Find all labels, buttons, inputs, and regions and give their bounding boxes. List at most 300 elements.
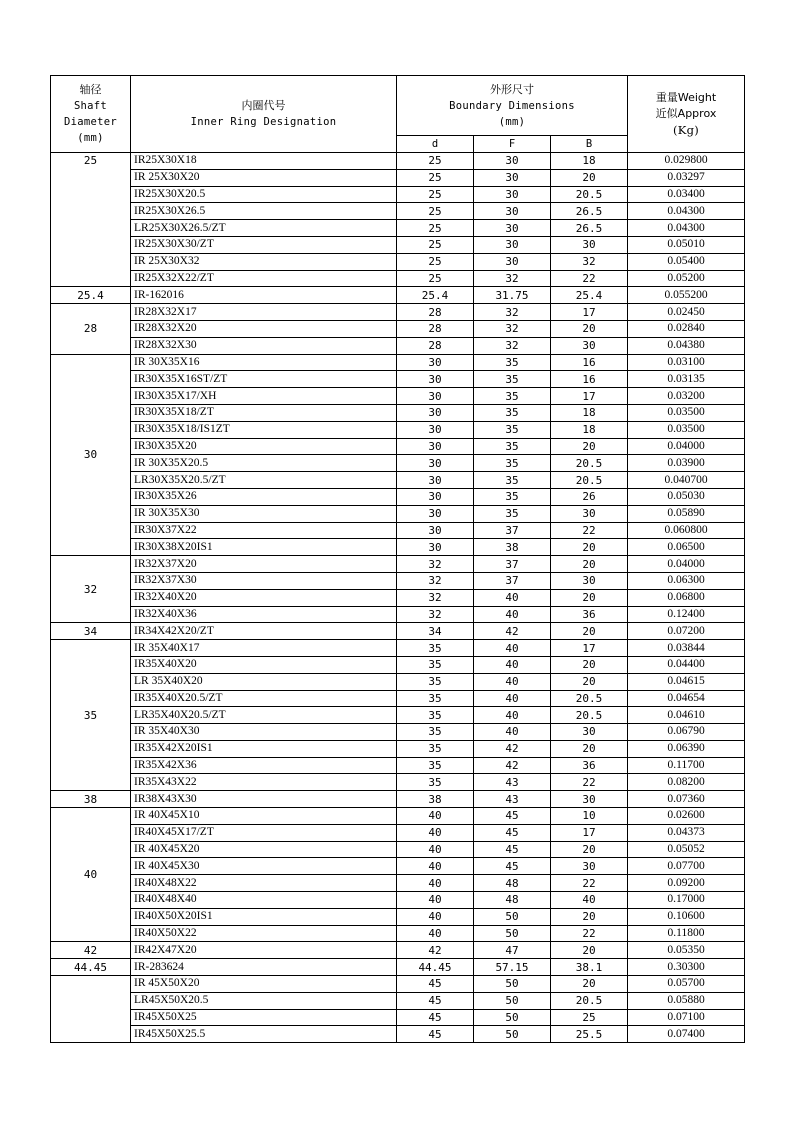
shaft-diameter-cell: 38 <box>51 791 131 808</box>
b-cell: 26 <box>551 488 628 505</box>
weight-cell: 0.03500 <box>628 421 745 438</box>
d-cell: 30 <box>397 505 474 522</box>
designation-cell: IR30X35X16ST/ZT <box>131 371 397 388</box>
d-cell: 45 <box>397 1026 474 1043</box>
f-cell: 30 <box>474 203 551 220</box>
d-cell: 35 <box>397 673 474 690</box>
d-cell: 45 <box>397 1009 474 1026</box>
designation-cell: LR 35X40X20 <box>131 673 397 690</box>
f-cell: 48 <box>474 892 551 909</box>
table-row <box>51 908 745 925</box>
f-cell: 35 <box>474 455 551 472</box>
f-cell: 32 <box>474 304 551 321</box>
f-cell: 48 <box>474 875 551 892</box>
d-cell: 35 <box>397 757 474 774</box>
designation-header <box>131 76 397 153</box>
b-cell: 16 <box>551 371 628 388</box>
b-cell: 10 <box>551 808 628 825</box>
shaft-header-zh: 轴径 <box>79 83 102 96</box>
b-cell: 26.5 <box>551 203 628 220</box>
b-cell: 20 <box>551 169 628 186</box>
weight-cell: 0.04000 <box>628 556 745 573</box>
boundary-dimensions-header <box>397 76 628 136</box>
d-cell: 40 <box>397 808 474 825</box>
table-row <box>51 371 745 388</box>
weight-cell: 0.04654 <box>628 690 745 707</box>
b-cell: 40 <box>551 892 628 909</box>
table-row <box>51 1026 745 1043</box>
weight-cell: 0.03500 <box>628 404 745 421</box>
table-row <box>51 556 745 573</box>
f-cell: 50 <box>474 925 551 942</box>
shaft-diameter-cell <box>51 976 131 1043</box>
boundary-header-en: Boundary Dimensions <box>449 99 575 112</box>
f-cell: 30 <box>474 169 551 186</box>
designation-cell: IR 40X45X30 <box>131 858 397 875</box>
designation-cell: IR35X42X20IS1 <box>131 740 397 757</box>
table-row <box>51 505 745 522</box>
f-cell: 30 <box>474 253 551 270</box>
designation-cell: IR34X42X20/ZT <box>131 623 397 640</box>
f-cell: 37 <box>474 522 551 539</box>
table-row <box>51 169 745 186</box>
d-cell: 35 <box>397 774 474 791</box>
d-cell: 40 <box>397 908 474 925</box>
weight-cell: 0.07700 <box>628 858 745 875</box>
b-cell: 17 <box>551 640 628 657</box>
designation-cell: LR30X35X20.5/ZT <box>131 472 397 489</box>
designation-cell: LR45X50X20.5 <box>131 992 397 1009</box>
table-row <box>51 438 745 455</box>
designation-cell: IR30X38X20IS1 <box>131 539 397 556</box>
table-row <box>51 892 745 909</box>
col-f-header: F <box>474 136 551 153</box>
weight-cell: 0.03297 <box>628 169 745 186</box>
table-row <box>51 572 745 589</box>
d-cell: 25 <box>397 203 474 220</box>
b-cell: 20 <box>551 623 628 640</box>
table-row <box>51 153 745 170</box>
weight-cell: 0.04380 <box>628 337 745 354</box>
table-row <box>51 220 745 237</box>
shaft-diameter-cell: 25.4 <box>51 287 131 304</box>
table-row <box>51 589 745 606</box>
f-cell: 38 <box>474 539 551 556</box>
d-cell: 30 <box>397 472 474 489</box>
b-cell: 20 <box>551 673 628 690</box>
b-cell: 17 <box>551 824 628 841</box>
designation-header-zh: 内圈代号 <box>241 99 286 112</box>
table-row <box>51 270 745 287</box>
designation-cell: IR-283624 <box>131 959 397 976</box>
b-cell: 30 <box>551 724 628 741</box>
b-cell: 38.1 <box>551 959 628 976</box>
b-cell: 20.5 <box>551 992 628 1009</box>
designation-cell: IR25X30X18 <box>131 153 397 170</box>
table-row <box>51 791 745 808</box>
designation-cell: IR28X32X30 <box>131 337 397 354</box>
f-cell: 50 <box>474 1026 551 1043</box>
b-cell: 30 <box>551 505 628 522</box>
weight-cell: 0.11800 <box>628 925 745 942</box>
weight-cell: 0.10600 <box>628 908 745 925</box>
table-row <box>51 925 745 942</box>
designation-cell: IR30X35X18/IS1ZT <box>131 421 397 438</box>
b-cell: 20 <box>551 740 628 757</box>
table-row <box>51 757 745 774</box>
d-cell: 35 <box>397 707 474 724</box>
designation-cell: IR 30X35X30 <box>131 505 397 522</box>
table-row <box>51 304 745 321</box>
weight-cell: 0.05200 <box>628 270 745 287</box>
designation-cell: IR32X37X30 <box>131 572 397 589</box>
table-row <box>51 740 745 757</box>
f-cell: 32 <box>474 337 551 354</box>
weight-cell: 0.09200 <box>628 875 745 892</box>
b-cell: 20.5 <box>551 472 628 489</box>
f-cell: 32 <box>474 270 551 287</box>
table-row <box>51 1009 745 1026</box>
designation-cell: IR30X37X22 <box>131 522 397 539</box>
f-cell: 42 <box>474 740 551 757</box>
b-cell: 20 <box>551 976 628 993</box>
f-cell: 30 <box>474 186 551 203</box>
weight-cell: 0.03900 <box>628 455 745 472</box>
d-cell: 30 <box>397 539 474 556</box>
f-cell: 35 <box>474 388 551 405</box>
d-cell: 38 <box>397 791 474 808</box>
table-row <box>51 858 745 875</box>
f-cell: 30 <box>474 153 551 170</box>
weight-cell: 0.05030 <box>628 488 745 505</box>
weight-cell: 0.05880 <box>628 992 745 1009</box>
table-row <box>51 959 745 976</box>
table-row <box>51 522 745 539</box>
b-cell: 20 <box>551 589 628 606</box>
f-cell: 35 <box>474 354 551 371</box>
b-cell: 25.5 <box>551 1026 628 1043</box>
d-cell: 35 <box>397 656 474 673</box>
table-row <box>51 724 745 741</box>
b-cell: 22 <box>551 925 628 942</box>
table-row <box>51 808 745 825</box>
f-cell: 35 <box>474 404 551 421</box>
b-cell: 30 <box>551 236 628 253</box>
shaft-diameter-cell: 34 <box>51 623 131 640</box>
f-cell: 40 <box>474 690 551 707</box>
b-cell: 20.5 <box>551 186 628 203</box>
weight-cell: 0.04400 <box>628 656 745 673</box>
weight-cell: 0.05700 <box>628 976 745 993</box>
f-cell: 45 <box>474 824 551 841</box>
shaft-diameter-cell: 44.45 <box>51 959 131 976</box>
designation-cell: IR 25X30X32 <box>131 253 397 270</box>
weight-cell: 0.12400 <box>628 606 745 623</box>
designation-cell: IR25X30X26.5 <box>131 203 397 220</box>
designation-cell: LR25X30X26.5/ZT <box>131 220 397 237</box>
f-cell: 45 <box>474 858 551 875</box>
f-cell: 47 <box>474 942 551 959</box>
d-cell: 30 <box>397 438 474 455</box>
table-row <box>51 320 745 337</box>
f-cell: 37 <box>474 556 551 573</box>
b-cell: 32 <box>551 253 628 270</box>
designation-cell: IR32X37X20 <box>131 556 397 573</box>
table-row <box>51 421 745 438</box>
f-cell: 42 <box>474 757 551 774</box>
designation-cell: IR35X40X20 <box>131 656 397 673</box>
b-cell: 20 <box>551 656 628 673</box>
b-cell: 20 <box>551 942 628 959</box>
designation-cell: IR 45X50X20 <box>131 976 397 993</box>
d-cell: 25 <box>397 253 474 270</box>
b-cell: 18 <box>551 153 628 170</box>
f-cell: 35 <box>474 438 551 455</box>
table-body <box>51 153 745 1043</box>
bearing-inner-ring-table <box>50 75 745 1043</box>
table-row <box>51 656 745 673</box>
designation-cell: IR40X50X20IS1 <box>131 908 397 925</box>
weight-cell: 0.05890 <box>628 505 745 522</box>
d-cell: 30 <box>397 488 474 505</box>
f-cell: 40 <box>474 724 551 741</box>
shaft-diameter-cell: 42 <box>51 942 131 959</box>
shaft-header-line1: Shaft <box>73 100 108 112</box>
d-cell: 45 <box>397 976 474 993</box>
f-cell: 50 <box>474 1009 551 1026</box>
f-cell: 50 <box>474 992 551 1009</box>
b-cell: 20 <box>551 841 628 858</box>
weight-cell: 0.17000 <box>628 892 745 909</box>
designation-cell: IR 25X30X20 <box>131 169 397 186</box>
weight-cell: 0.07200 <box>628 623 745 640</box>
d-cell: 35 <box>397 724 474 741</box>
weight-cell: 0.055200 <box>628 287 745 304</box>
f-cell: 37 <box>474 572 551 589</box>
f-cell: 57.15 <box>474 959 551 976</box>
f-cell: 45 <box>474 841 551 858</box>
weight-cell: 0.03135 <box>628 371 745 388</box>
weight-cell: 0.03100 <box>628 354 745 371</box>
d-cell: 32 <box>397 572 474 589</box>
table-row <box>51 875 745 892</box>
table-row <box>51 690 745 707</box>
designation-cell: LR35X40X20.5/ZT <box>131 707 397 724</box>
designation-cell: IR35X43X22 <box>131 774 397 791</box>
designation-cell: IR 30X35X20.5 <box>131 455 397 472</box>
f-cell: 50 <box>474 908 551 925</box>
designation-cell: IR25X30X20.5 <box>131 186 397 203</box>
d-cell: 30 <box>397 404 474 421</box>
f-cell: 35 <box>474 421 551 438</box>
f-cell: 35 <box>474 488 551 505</box>
table-row <box>51 841 745 858</box>
designation-cell: IR25X30X30/ZT <box>131 236 397 253</box>
table-row <box>51 539 745 556</box>
designation-cell: IR40X48X40 <box>131 892 397 909</box>
designation-cell: IR38X43X30 <box>131 791 397 808</box>
d-cell: 42 <box>397 942 474 959</box>
d-cell: 25 <box>397 220 474 237</box>
designation-cell: IR35X40X20.5/ZT <box>131 690 397 707</box>
shaft-diameter-cell: 25 <box>51 153 131 287</box>
boundary-header-unit: (mm) <box>498 115 526 128</box>
d-cell: 40 <box>397 824 474 841</box>
b-cell: 30 <box>551 858 628 875</box>
weight-cell: 0.06790 <box>628 724 745 741</box>
d-cell: 25 <box>397 236 474 253</box>
weight-cell: 0.05350 <box>628 942 745 959</box>
b-cell: 20 <box>551 320 628 337</box>
f-cell: 43 <box>474 774 551 791</box>
b-cell: 20 <box>551 908 628 925</box>
f-cell: 40 <box>474 707 551 724</box>
weight-cell: 0.060800 <box>628 522 745 539</box>
weight-cell: 0.05400 <box>628 253 745 270</box>
table-row <box>51 640 745 657</box>
d-cell: 28 <box>397 320 474 337</box>
designation-cell: IR40X45X17/ZT <box>131 824 397 841</box>
d-cell: 25 <box>397 270 474 287</box>
weight-cell: 0.04610 <box>628 707 745 724</box>
weight-cell: 0.08200 <box>628 774 745 791</box>
d-cell: 32 <box>397 556 474 573</box>
f-cell: 42 <box>474 623 551 640</box>
weight-cell: 0.05052 <box>628 841 745 858</box>
shaft-diameter-cell: 30 <box>51 354 131 556</box>
f-cell: 43 <box>474 791 551 808</box>
table-row <box>51 236 745 253</box>
table-row <box>51 354 745 371</box>
designation-cell: IR40X48X22 <box>131 875 397 892</box>
shaft-diameter-cell: 28 <box>51 304 131 354</box>
f-cell: 40 <box>474 640 551 657</box>
b-cell: 30 <box>551 572 628 589</box>
f-cell: 40 <box>474 673 551 690</box>
table-row <box>51 992 745 1009</box>
b-cell: 20 <box>551 438 628 455</box>
d-cell: 34 <box>397 623 474 640</box>
shaft-diameter-cell: 32 <box>51 556 131 623</box>
d-cell: 28 <box>397 304 474 321</box>
b-cell: 20 <box>551 556 628 573</box>
b-cell: 22 <box>551 774 628 791</box>
designation-cell: IR 40X45X10 <box>131 808 397 825</box>
designation-cell: IR30X35X26 <box>131 488 397 505</box>
designation-cell: IR28X32X20 <box>131 320 397 337</box>
weight-cell: 0.05010 <box>628 236 745 253</box>
table-row <box>51 337 745 354</box>
b-cell: 20.5 <box>551 690 628 707</box>
d-cell: 44.45 <box>397 959 474 976</box>
f-cell: 35 <box>474 472 551 489</box>
d-cell: 35 <box>397 690 474 707</box>
f-cell: 30 <box>474 236 551 253</box>
d-cell: 45 <box>397 992 474 1009</box>
table-row <box>51 623 745 640</box>
d-cell: 28 <box>397 337 474 354</box>
b-cell: 18 <box>551 404 628 421</box>
table-row <box>51 404 745 421</box>
designation-cell: IR25X32X22/ZT <box>131 270 397 287</box>
weight-cell: 0.06800 <box>628 589 745 606</box>
f-cell: 32 <box>474 320 551 337</box>
d-cell: 30 <box>397 522 474 539</box>
b-cell: 22 <box>551 270 628 287</box>
weight-cell: 0.06500 <box>628 539 745 556</box>
b-cell: 25 <box>551 1009 628 1026</box>
d-cell: 25 <box>397 153 474 170</box>
d-cell: 40 <box>397 858 474 875</box>
d-cell: 35 <box>397 640 474 657</box>
b-cell: 26.5 <box>551 220 628 237</box>
d-cell: 30 <box>397 354 474 371</box>
designation-cell: IR30X35X20 <box>131 438 397 455</box>
d-cell: 40 <box>397 875 474 892</box>
b-cell: 20.5 <box>551 707 628 724</box>
b-cell: 16 <box>551 354 628 371</box>
designation-cell: IR42X47X20 <box>131 942 397 959</box>
table-row <box>51 942 745 959</box>
weight-cell: 0.04300 <box>628 220 745 237</box>
shaft-diameter-cell: 35 <box>51 640 131 791</box>
d-cell: 30 <box>397 388 474 405</box>
col-b-header: B <box>551 136 628 153</box>
designation-cell: IR30X35X18/ZT <box>131 404 397 421</box>
f-cell: 31.75 <box>474 287 551 304</box>
weight-cell: 0.04300 <box>628 203 745 220</box>
shaft-diameter-header <box>51 76 131 153</box>
table-row <box>51 203 745 220</box>
f-cell: 40 <box>474 589 551 606</box>
d-cell: 30 <box>397 371 474 388</box>
table-row <box>51 287 745 304</box>
weight-header <box>628 76 745 153</box>
weight-cell: 0.02840 <box>628 320 745 337</box>
b-cell: 25.4 <box>551 287 628 304</box>
b-cell: 17 <box>551 388 628 405</box>
designation-cell: IR-162016 <box>131 287 397 304</box>
b-cell: 18 <box>551 421 628 438</box>
weight-cell: 0.040700 <box>628 472 745 489</box>
f-cell: 45 <box>474 808 551 825</box>
weight-cell: 0.029800 <box>628 153 745 170</box>
weight-cell: 0.06390 <box>628 740 745 757</box>
weight-cell: 0.06300 <box>628 572 745 589</box>
table-row <box>51 488 745 505</box>
weight-cell: 0.02450 <box>628 304 745 321</box>
designation-cell: IR 35X40X17 <box>131 640 397 657</box>
d-cell: 40 <box>397 892 474 909</box>
table-row <box>51 472 745 489</box>
weight-cell: 0.04373 <box>628 824 745 841</box>
b-cell: 17 <box>551 304 628 321</box>
d-cell: 40 <box>397 925 474 942</box>
designation-header-en: Inner Ring Designation <box>190 116 337 128</box>
b-cell: 36 <box>551 757 628 774</box>
designation-cell: IR32X40X20 <box>131 589 397 606</box>
weight-cell: 0.07100 <box>628 1009 745 1026</box>
b-cell: 22 <box>551 522 628 539</box>
weight-cell: 0.07360 <box>628 791 745 808</box>
shaft-header-unit: (mm) <box>77 132 104 144</box>
weight-cell: 0.03200 <box>628 388 745 405</box>
table-row <box>51 824 745 841</box>
d-cell: 32 <box>397 589 474 606</box>
weight-header-line1: 重量Weight <box>655 91 717 104</box>
d-cell: 40 <box>397 841 474 858</box>
d-cell: 30 <box>397 421 474 438</box>
